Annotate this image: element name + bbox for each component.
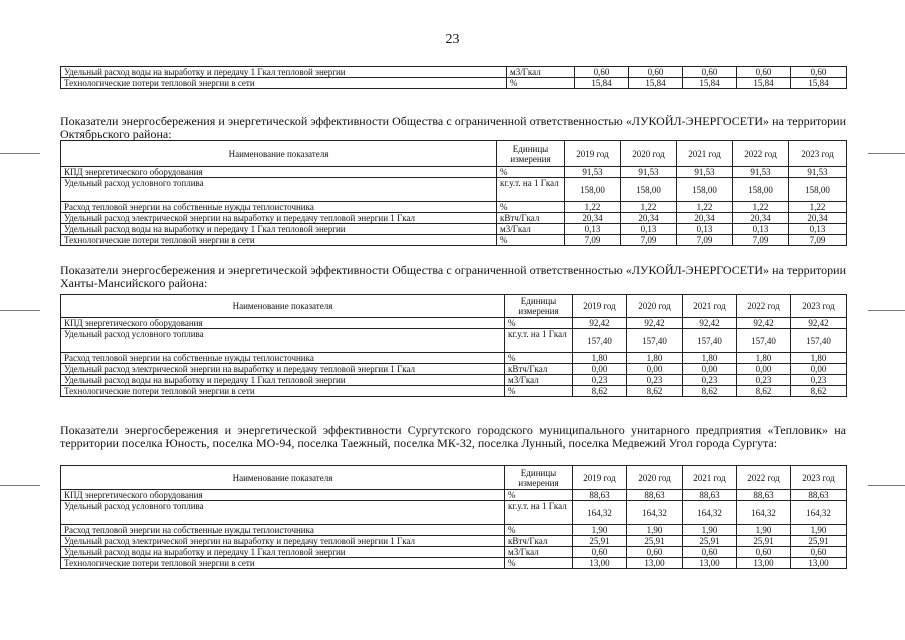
value-cell: 157,40 [683, 329, 737, 353]
unit-cell: м3/Гкал [507, 67, 575, 78]
value-cell: 1,22 [621, 202, 677, 213]
value-cell: 157,40 [737, 329, 791, 353]
col-header-name: Наименование показателя [61, 295, 505, 318]
table-body [61, 490, 847, 569]
col-header-year: 2021 год [683, 295, 737, 318]
indicator-name-cell: Удельный расход электрической энергии на выработку и передачу тепловой энергии 1 Гкал [61, 213, 497, 224]
col-header-year: 2019 год [573, 295, 627, 318]
value-cell: 0,00 [683, 364, 737, 375]
table-row [61, 67, 847, 78]
value-cell: 25,91 [737, 536, 791, 547]
value-cell: 158,00 [621, 178, 677, 202]
indicator-name-cell: КПД энергетического оборудования [61, 318, 505, 329]
indicator-name-cell: Технологические потери тепловой энергии в сети [61, 235, 497, 246]
indicator-name-cell: Технологические потери тепловой энергии в сети [61, 558, 505, 569]
indicator-name-cell: Расход тепловой энергии на собственные нужды теплоисточника [61, 353, 505, 364]
table-body [61, 318, 847, 397]
table-row [61, 525, 847, 536]
value-cell: 0,13 [733, 224, 789, 235]
table-row [61, 386, 847, 397]
value-cell: 157,40 [791, 329, 847, 353]
value-cell: 13,00 [627, 558, 683, 569]
col-header-unit: Единицы измерения [505, 295, 573, 318]
indicators-table-surgut-teplovik [60, 465, 847, 569]
unit-cell: % [505, 558, 573, 569]
scan-artifact-line [868, 153, 905, 154]
value-cell: 164,32 [573, 501, 627, 525]
table-row [61, 547, 847, 558]
value-cell: 1,90 [683, 525, 737, 536]
value-cell: 0,13 [621, 224, 677, 235]
table-row [61, 364, 847, 375]
value-cell: 88,63 [737, 490, 791, 501]
indicators-table-khanty-mansiysky [60, 294, 847, 397]
indicator-name-cell: Удельный расход воды на выработку и передачу 1 Гкал тепловой энергии [61, 547, 505, 558]
table-row [61, 235, 847, 246]
col-header-year: 2023 год [791, 295, 847, 318]
indicator-name-cell: Удельный расход электрической энергии на выработку и передачу тепловой энергии 1 Гкал [61, 364, 505, 375]
table-header [61, 466, 847, 490]
value-cell: 1,22 [789, 202, 847, 213]
table-row [61, 202, 847, 213]
value-cell: 8,62 [683, 386, 737, 397]
value-cell: 92,42 [573, 318, 627, 329]
value-cell: 164,32 [737, 501, 791, 525]
indicator-name-cell: Удельный расход воды на выработку и передачу 1 Гкал тепловой энергии [61, 67, 507, 78]
value-cell: 0,60 [575, 67, 629, 78]
value-cell: 7,09 [621, 235, 677, 246]
table-body [61, 167, 847, 246]
value-cell: 1,90 [791, 525, 847, 536]
value-cell: 1,80 [737, 353, 791, 364]
table-row [61, 353, 847, 364]
value-cell: 25,91 [683, 536, 737, 547]
unit-cell: м3/Гкал [505, 547, 573, 558]
value-cell: 91,53 [565, 167, 621, 178]
table-row [61, 213, 847, 224]
value-cell: 15,84 [791, 78, 847, 89]
value-cell: 91,53 [677, 167, 733, 178]
value-cell: 8,62 [573, 386, 627, 397]
value-cell: 0,00 [573, 364, 627, 375]
value-cell: 20,34 [565, 213, 621, 224]
value-cell: 20,34 [789, 213, 847, 224]
value-cell: 20,34 [677, 213, 733, 224]
col-header-year: 2022 год [733, 141, 789, 167]
value-cell: 91,53 [621, 167, 677, 178]
table-row [61, 536, 847, 547]
col-header-year: 2021 год [677, 141, 733, 167]
scan-artifact-line [868, 310, 905, 311]
value-cell: 0,13 [789, 224, 847, 235]
value-cell: 0,60 [737, 67, 791, 78]
indicator-name-cell: Удельный расход воды на выработку и передачу 1 Гкал тепловой энергии [61, 375, 505, 386]
indicator-name-cell: Удельный расход электрической энергии на выработку и передачу тепловой энергии 1 Гкал [61, 536, 505, 547]
col-header-year: 2019 год [565, 141, 621, 167]
value-cell: 20,34 [733, 213, 789, 224]
indicator-name-cell: Технологические потери тепловой энергии в сети [61, 386, 505, 397]
scan-artifact-line [0, 153, 40, 154]
value-cell: 0,60 [629, 67, 683, 78]
value-cell: 25,91 [627, 536, 683, 547]
value-cell: 157,40 [573, 329, 627, 353]
value-cell: 15,84 [629, 78, 683, 89]
indicator-name-cell: Расход тепловой энергии на собственные нужды теплоисточника [61, 525, 505, 536]
table-row [61, 490, 847, 501]
table-row [61, 375, 847, 386]
value-cell: 0,60 [573, 547, 627, 558]
unit-cell: % [505, 318, 573, 329]
indicator-name-cell: Удельный расход условного топлива [61, 329, 505, 353]
value-cell: 164,32 [627, 501, 683, 525]
col-header-year: 2020 год [621, 141, 677, 167]
value-cell: 13,00 [683, 558, 737, 569]
table-row [61, 501, 847, 525]
table-row [61, 558, 847, 569]
col-header-year: 2019 год [573, 466, 627, 490]
unit-cell: % [505, 490, 573, 501]
indicator-name-cell: Удельный расход условного топлива [61, 178, 497, 202]
section-caption: Показатели энергосбережения и энергетической эффективности Общества с ограниченной ответственностью «ЛУКОЙЛ-ЭНЕРГОСЕТИ» на территории Ханты-Мансийского района: [60, 263, 846, 290]
value-cell: 158,00 [733, 178, 789, 202]
value-cell: 0,23 [791, 375, 847, 386]
unit-cell: кг.у.т. на 1 Гкал [505, 501, 573, 525]
top-continuation-table [60, 66, 847, 89]
value-cell: 0,60 [737, 547, 791, 558]
value-cell: 164,32 [791, 501, 847, 525]
value-cell: 8,62 [627, 386, 683, 397]
col-header-year: 2021 год [683, 466, 737, 490]
table-row [61, 167, 847, 178]
unit-cell: кВтч/Гкал [505, 536, 573, 547]
table-header [61, 295, 847, 318]
value-cell: 88,63 [627, 490, 683, 501]
unit-cell: кВтч/Гкал [497, 213, 565, 224]
value-cell: 0,00 [791, 364, 847, 375]
value-cell: 7,09 [677, 235, 733, 246]
scan-artifact-line [0, 485, 40, 486]
value-cell: 88,63 [573, 490, 627, 501]
value-cell: 0,60 [627, 547, 683, 558]
value-cell: 20,34 [621, 213, 677, 224]
value-cell: 0,13 [565, 224, 621, 235]
section-caption: Показатели энергосбережения и энергетической эффективности Сургутского городского муниципального унитарного предприятия «Тепловик» на территории поселка Юность, поселка МО-94, поселка Таежный, поселка МК-32, поселка Лунный, поселка Медвежий Угол города Сургута: [60, 423, 846, 450]
unit-cell: % [497, 235, 565, 246]
value-cell: 1,90 [627, 525, 683, 536]
value-cell: 0,60 [791, 67, 847, 78]
unit-cell: % [505, 386, 573, 397]
value-cell: 1,22 [565, 202, 621, 213]
unit-cell: кВтч/Гкал [505, 364, 573, 375]
value-cell: 158,00 [565, 178, 621, 202]
value-cell: 1,90 [573, 525, 627, 536]
value-cell: 92,42 [737, 318, 791, 329]
value-cell: 1,80 [627, 353, 683, 364]
value-cell: 0,00 [627, 364, 683, 375]
scan-artifact-line [0, 310, 40, 311]
unit-cell: кг.у.т. на 1 Гкал [497, 178, 565, 202]
value-cell: 7,09 [565, 235, 621, 246]
scan-artifact-line [868, 485, 905, 486]
value-cell: 25,91 [791, 536, 847, 547]
value-cell: 15,84 [683, 78, 737, 89]
value-cell: 8,62 [791, 386, 847, 397]
value-cell: 15,84 [737, 78, 791, 89]
value-cell: 158,00 [789, 178, 847, 202]
value-cell: 13,00 [791, 558, 847, 569]
col-header-year: 2023 год [789, 141, 847, 167]
table-header [61, 141, 847, 167]
unit-cell: м3/Гкал [497, 224, 565, 235]
table-row [61, 224, 847, 235]
value-cell: 0,23 [683, 375, 737, 386]
unit-cell: % [505, 525, 573, 536]
section-caption: Показатели энергосбережения и энергетической эффективности Общества с ограниченной ответственностью «ЛУКОЙЛ-ЭНЕРГОСЕТИ» на территории Октябрьского района: [60, 114, 846, 141]
value-cell: 92,42 [683, 318, 737, 329]
col-header-unit: Единицы измерения [505, 466, 573, 490]
value-cell: 13,00 [573, 558, 627, 569]
value-cell: 0,60 [791, 547, 847, 558]
value-cell: 0,13 [677, 224, 733, 235]
indicator-name-cell: Расход тепловой энергии на собственные нужды теплоисточника [61, 202, 497, 213]
value-cell: 0,60 [683, 547, 737, 558]
value-cell: 164,32 [683, 501, 737, 525]
value-cell: 91,53 [789, 167, 847, 178]
col-header-name: Наименование показателя [61, 466, 505, 490]
col-header-unit: Единицы измерения [497, 141, 565, 167]
value-cell: 13,00 [737, 558, 791, 569]
col-header-year: 2022 год [737, 295, 791, 318]
value-cell: 91,53 [733, 167, 789, 178]
value-cell: 0,00 [737, 364, 791, 375]
col-header-year: 2020 год [627, 466, 683, 490]
col-header-year: 2022 год [737, 466, 791, 490]
indicator-name-cell: КПД энергетического оборудования [61, 167, 497, 178]
value-cell: 0,23 [627, 375, 683, 386]
indicator-name-cell: Удельный расход воды на выработку и передачу 1 Гкал тепловой энергии [61, 224, 497, 235]
page-number: 23 [445, 32, 460, 47]
indicators-table-oktyabrsky [60, 140, 847, 246]
indicator-name-cell: КПД энергетического оборудования [61, 490, 505, 501]
value-cell: 1,90 [737, 525, 791, 536]
table-body [61, 67, 847, 89]
value-cell: 0,60 [683, 67, 737, 78]
value-cell: 1,22 [677, 202, 733, 213]
value-cell: 158,00 [677, 178, 733, 202]
table-row [61, 318, 847, 329]
indicator-name-cell: Удельный расход условного топлива [61, 501, 505, 525]
col-header-year: 2023 год [791, 466, 847, 490]
table-row [61, 178, 847, 202]
unit-cell: % [505, 353, 573, 364]
col-header-name: Наименование показателя [61, 141, 497, 167]
value-cell: 88,63 [791, 490, 847, 501]
value-cell: 7,09 [789, 235, 847, 246]
value-cell: 1,22 [733, 202, 789, 213]
value-cell: 25,91 [573, 536, 627, 547]
value-cell: 1,80 [683, 353, 737, 364]
unit-cell: м3/Гкал [505, 375, 573, 386]
value-cell: 157,40 [627, 329, 683, 353]
value-cell: 92,42 [627, 318, 683, 329]
value-cell: 8,62 [737, 386, 791, 397]
table-row [61, 329, 847, 353]
col-header-year: 2020 год [627, 295, 683, 318]
value-cell: 1,80 [573, 353, 627, 364]
unit-cell: % [497, 167, 565, 178]
unit-cell: кг.у.т. на 1 Гкал [505, 329, 573, 353]
value-cell: 88,63 [683, 490, 737, 501]
unit-cell: % [497, 202, 565, 213]
value-cell: 0,23 [573, 375, 627, 386]
value-cell: 15,84 [575, 78, 629, 89]
unit-cell: % [507, 78, 575, 89]
value-cell: 92,42 [791, 318, 847, 329]
value-cell: 0,23 [737, 375, 791, 386]
indicator-name-cell: Технологические потери тепловой энергии в сети [61, 78, 507, 89]
value-cell: 7,09 [733, 235, 789, 246]
value-cell: 1,80 [791, 353, 847, 364]
table-row [61, 78, 847, 89]
